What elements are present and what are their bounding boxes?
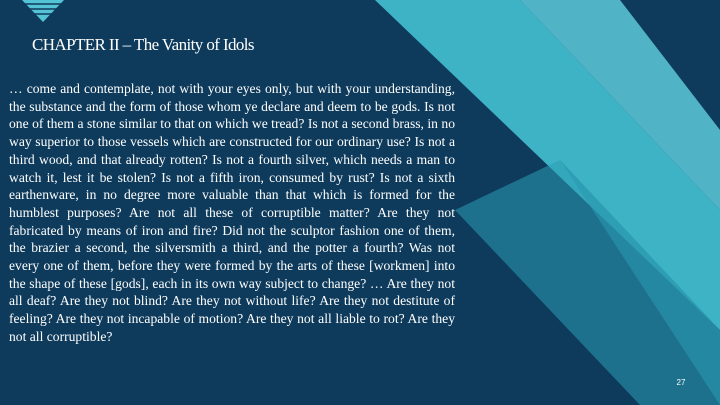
- slide-body-text: … come and contemplate, not with your eyes only, but with your understanding, the substance and the form of those whom ye declare and deem to be gods. Is not one of them a stone similar to that on which we tread? Is not a second brass, in no way superior to those vessels which are constructed for our ordinary use? Is not a third wood, and that already rotten? Is not a fourth silver, which needs a man to watch it, lest it be stolen? Is not a fifth iron, consumed by rust? Is not a sixth earthenware, in no degree more valuable than that which is formed for the humblest purposes? Are not all these of corruptible matter? Are they not fabricated by means of iron and fire? Did not the sculptor fashion one of them, the brazier a second, the silversmith a third, and the potter a fourth? Was not every one of them, before they were formed by the arts of these [workmen] into the shape of these [gods], each in its own way subject to change? … Are they not all deaf? Are they not blind? Are they not without life? Are they not destitute of feeling? Are they not incapable of motion? Are they not all liable to rot? Are they not all corruptible?: [9, 81, 455, 344]
- slide-title: CHAPTER II – The Vanity of Idols: [32, 35, 254, 54]
- stripe-logo-icon: [22, 0, 64, 22]
- page-number: 27: [676, 378, 686, 387]
